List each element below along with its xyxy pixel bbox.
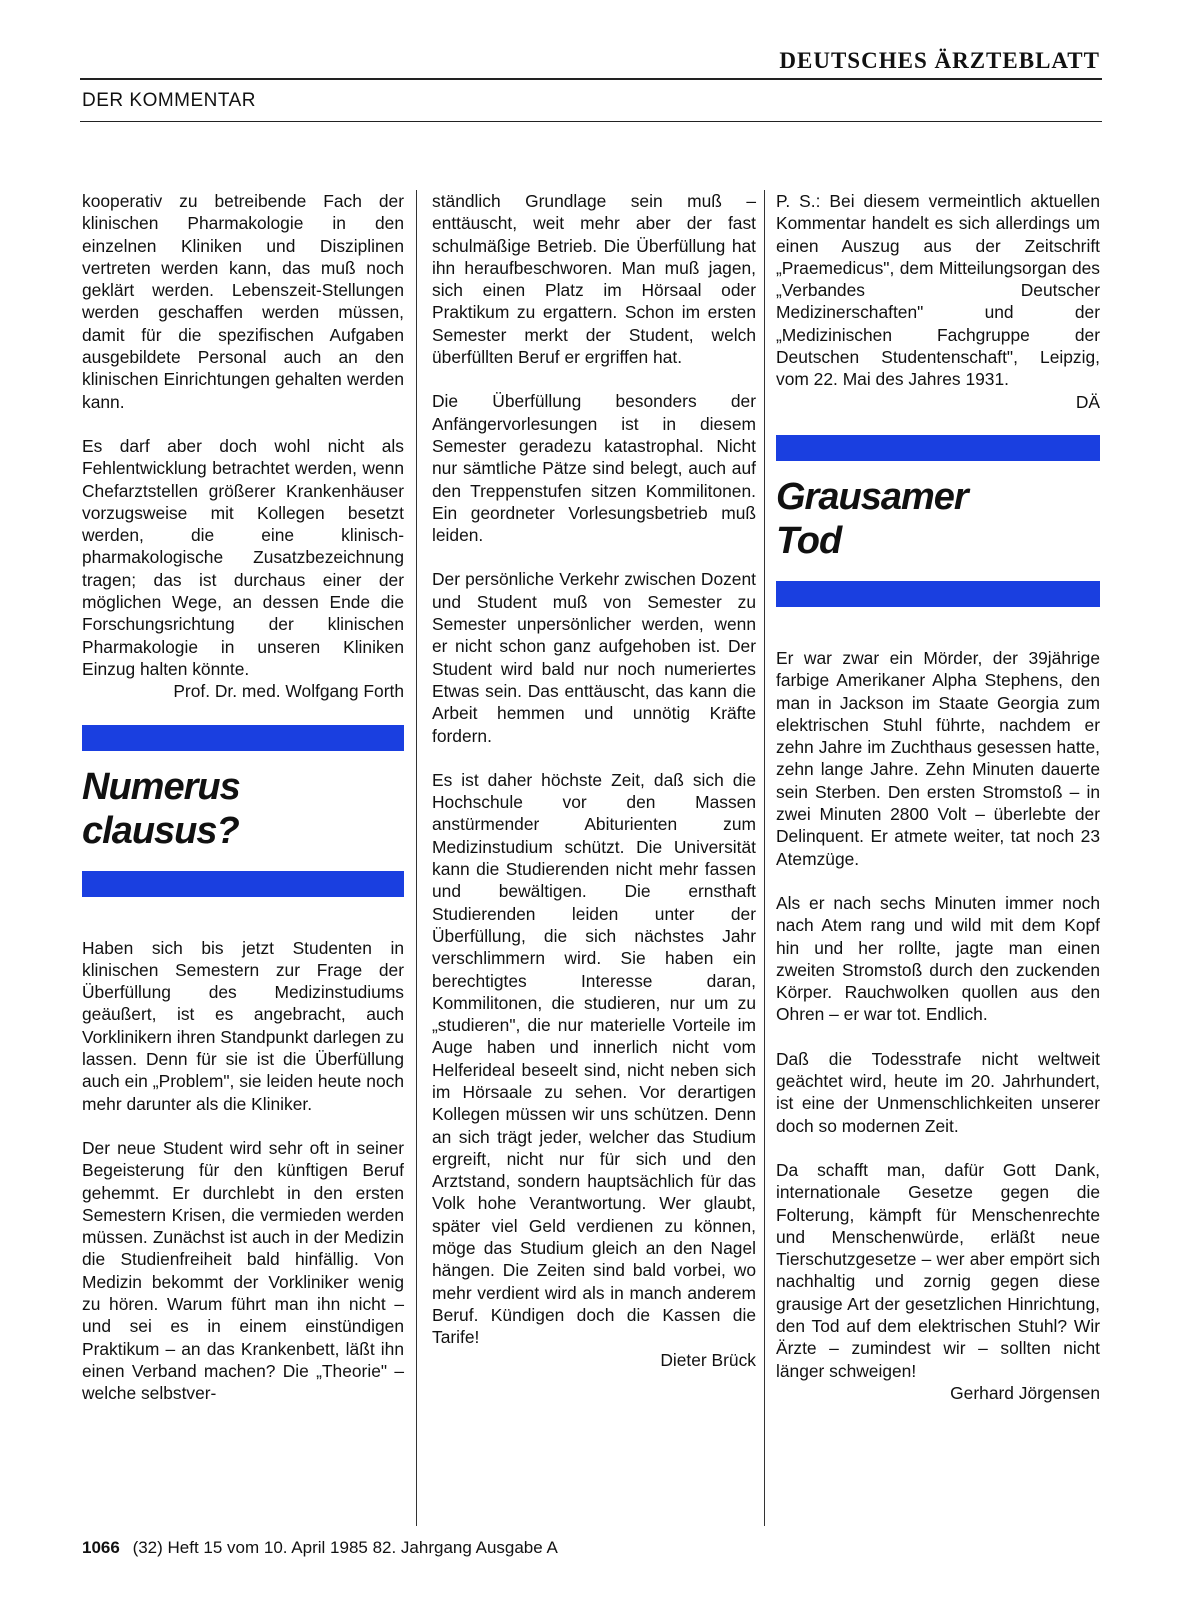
headline-line: Numerus [82, 765, 240, 808]
paragraph: Die Überfüllung besonders der Anfängervorlesungen ist in diesem Semester geradezu katastrophal. Nicht nur sämtliche Pätze sind belegt, auch auf den Treppenstufen sitzen Kommilitonen. Ein geordneter Vorlesungsbetrieb muß leiden. [432, 391, 756, 546]
author-signature: Gerhard Jörgensen [950, 1382, 1100, 1403]
accent-bar [776, 435, 1100, 461]
paragraph: Es darf aber doch wohl nicht als Fehlentwicklung betrachtet werden, wenn Chefarztstellen größerer Krankenhäuser vorzugsweise mit Kollegen besetzt werden, die eine klinisch-pharmakologische Zusatzbezeichnung tragen; das ist durchaus einer der möglichen Wege, an dessen Ende die Forschungsrichtung der klinischen Pharmakologie in unseren Kliniken Einzug halten könnte. [82, 435, 404, 679]
accent-bar [82, 871, 404, 897]
paragraph: Der persönliche Verkehr zwischen Dozent und Student muß von Semester zu Semester unpersönlicher werden, wenn er nicht schon ganz aufgehoben ist. Der Student wird bald nur noch numeriertes Etwas sein. Das enttäuscht, das kann die Arbeit hemmen und unnötig Kräfte fordern. [432, 569, 756, 746]
masthead: DEUTSCHES ÄRZTEBLATT [779, 48, 1100, 73]
paragraph: Daß die Todesstrafe nicht weltweit geächtet wird, heute im 20. Jahrhundert, ist eine der Unmenschlichkeiten unserer doch so modernen Zeit. [776, 1048, 1100, 1136]
column-1 [82, 190, 404, 1426]
author-signature: DÄ [1075, 391, 1100, 412]
paragraph: Der neue Student wird sehr oft in seiner Begeisterung für den künftigen Beruf gehemmt. Er durchlebt in den ersten Semestern Krisen, die vermieden werden müssen. Zunächst ist auch in der Medizin die Studienfreiheit bald hinfällig. Von Medizin bekommt der Vorkliniker wenig zu hören. Warum führt man ihn nicht – und sei es in einem einstündigen Praktikum – an das Krankenbett, läßt ihn einen Verband machen? Die „Theorie" – welche selbstver- [82, 1137, 404, 1404]
column-3 [776, 190, 1100, 1426]
page-number: 1066 [82, 1538, 120, 1557]
issue-info: (32) Heft 15 vom 10. April 1985 82. Jahrgang Ausgabe A [132, 1538, 558, 1557]
headline-line: clausus? [82, 809, 239, 852]
accent-bar [82, 725, 404, 751]
paragraph: P. S.: Bei diesem vermeintlich aktuellen Kommentar handelt es sich allerdings um einen Auszug aus der Zeitschrift „Praemedicus", dem Mitteilungsorgan des „Verbandes Deutscher Medizinerschaften" und der „Medizinischen Fachgruppe der Deutschen Studentenschaft", Leipzig, vom 22. Mai des Jahres 1931. [776, 191, 1100, 390]
section-rule [80, 121, 1102, 122]
headline-line: Tod [776, 519, 842, 562]
paragraph: ständlich Grundlage sein muß – enttäuscht, weit mehr aber der fast schulmäßige Betrieb. Die Überfüllung hat ihn heraufbeschworen. Man muß jagen, sich einen Platz im Hörsaal oder Praktikum zu ergattern. Schon im ersten Semester merkt der Student, welch überfüllten Beruf er ergriffen hat. [432, 191, 756, 368]
paragraph: Als er nach sechs Minuten immer noch nach Atem rang und wild mit dem Kopf hin und her rollte, jagte man einen zweiten Stromstoß durch den zuckenden Körper. Rauchwolken quollen aus den Ohren – er war tot. Endlich. [776, 892, 1100, 1025]
paragraph: Haben sich bis jetzt Studenten in klinischen Semestern zur Frage der Überfüllung des Medizinstudiums geäußert, ist es angebracht, auch Vorklinikern ihren Standpunkt darlegen zu lassen. Denn für sie ist die Überfüllung auch ein „Problem", sie leiden heute noch mehr darunter als die Kliniker. [82, 937, 404, 1114]
paragraph: Da schafft man, dafür Gott Dank, internationale Gesetze gegen die Folterung, kämpft für Menschenrechte und Menschenwürde, erläßt neue Tierschutzgesetze – wer aber empört sich nachhaltig und zornig gegen diese grausige Art der gesetzlichen Hinrichtung, den Tod auf dem elektrischen Stuhl? Wir Ärzte – zumindest wir – sollten nicht länger schweigen! [776, 1159, 1100, 1381]
section-label: DER KOMMENTAR [82, 90, 256, 111]
masthead-rule [80, 78, 1102, 80]
column-divider [764, 190, 765, 1526]
author-signature: Dieter Brück [660, 1349, 756, 1370]
article-headline [82, 765, 404, 853]
article-headline [776, 475, 1100, 563]
author-signature: Prof. Dr. med. Wolfgang Forth [173, 681, 404, 702]
column-2 [432, 190, 756, 1393]
paragraph: Er war zwar ein Mörder, der 39jährige farbige Amerikaner Alpha Stephens, den man in Jackson im Staate Georgia zum elektrischen Stuhl führte, nachdem er zehn Jahre im Zuchthaus gesessen hatte, zehn lange Jahre. Zehn Minuten dauerte sein Sterben. Den ersten Stromstoß – in zwei Minuten 2800 Volt – überlebte der Delinquent. Er atmete weiter, tat noch 23 Atemzüge. [776, 647, 1100, 869]
headline-line: Grausamer [776, 475, 968, 518]
paragraph: kooperativ zu betreibende Fach der klinischen Pharmakologie in den einzelnen Kliniken und Disziplinen vertreten werden kann, das muß noch geklärt werden. Lebenszeit-Stellungen werden geschaffen werden müssen, damit für die spezifischen Aufgaben ausgebildete Personal auch an den klinischen Einrichtungen gehalten werden kann. [82, 191, 404, 412]
column-divider [416, 190, 417, 1526]
page-footer [82, 1538, 558, 1558]
paragraph: Es ist daher höchste Zeit, daß sich die Hochschule vor den Massen anstürmender Abiturienten zum Medizinstudium schützt. Die Universität kann die Studierenden nicht mehr fassen und bewältigen. Die ernsthaft Studierenden leiden unter der Überfüllung, die sich nächstes Jahr verschlimmern wird. Sie haben ein berechtigtes Interesse daran, Kommilitonen, die studieren, nur um zu „studieren", die nur materielle Vorteile im Auge haben und innerlich nicht vom Helferideal beseelt sind, nicht neben sich im Hörsaale zu sehen. Vor derartigen Kollegen müssen wir uns schützen. Denn an sich trägt jeder, welcher das Studium ergreift, nicht nur für sich und den Arztstand, sondern hauptsächlich für das Volk hohe Verantwortung. Wer glaubt, später viel Geld verdienen zu können, möge das Studium gleich an den Nagel hängen. Die Zeiten sind bald vorbei, wo mehr verdient wird als in manch anderem Beruf. Kündigen doch die Kassen die Tarife! [432, 769, 756, 1348]
accent-bar [776, 581, 1100, 607]
